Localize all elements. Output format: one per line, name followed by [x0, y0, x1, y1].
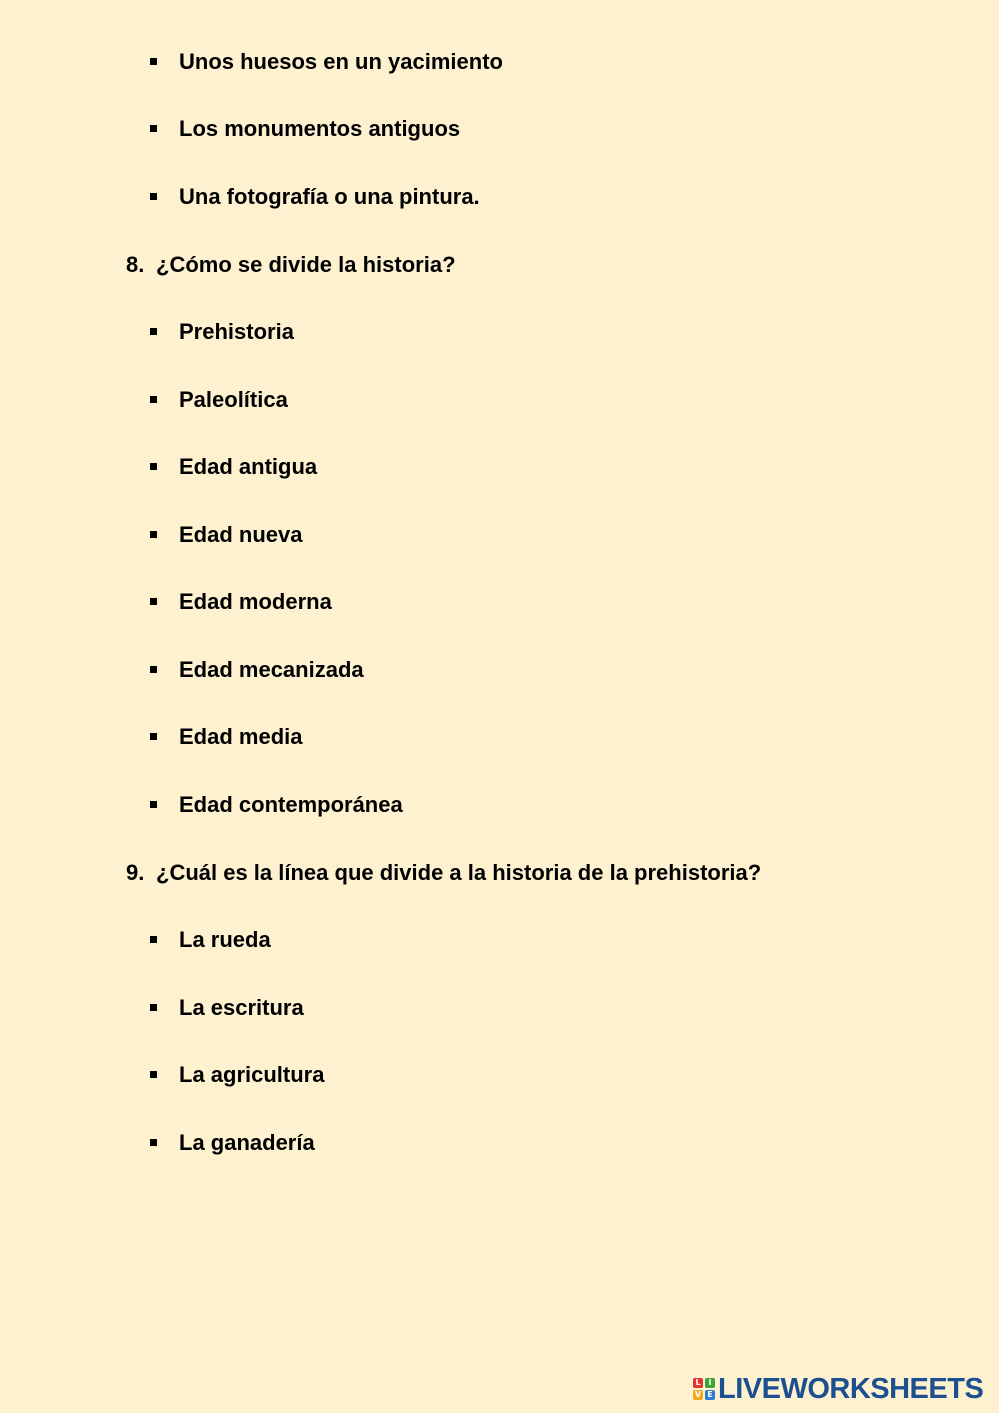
- square-bullet-icon: [150, 125, 157, 132]
- logo-letter-i: I: [705, 1378, 715, 1388]
- question-text: ¿Cómo se divide la historia?: [156, 252, 456, 277]
- liveworksheets-logo: [693, 1373, 983, 1405]
- square-bullet-icon: [150, 1004, 157, 1011]
- square-bullet-icon: [150, 463, 157, 470]
- option-label: Paleolítica: [179, 387, 288, 412]
- option-label: Edad contemporánea: [179, 792, 403, 817]
- square-bullet-icon: [150, 598, 157, 605]
- option-label: Edad antigua: [179, 454, 318, 479]
- question-number: 9.: [126, 860, 145, 885]
- square-bullet-icon: [150, 396, 157, 403]
- square-bullet-icon: [150, 193, 157, 200]
- square-bullet-icon: [150, 936, 157, 943]
- option-label: Una fotografía o una pintura.: [179, 184, 480, 209]
- question-text: ¿Cuál es la línea que divide a la historia de la prehistoria?: [156, 860, 762, 885]
- square-bullet-icon: [150, 801, 157, 808]
- logo-letter-l: L: [693, 1378, 703, 1388]
- square-bullet-icon: [150, 531, 157, 538]
- option-label: Los monumentos antiguos: [179, 116, 461, 141]
- logo-letter-v: V: [694, 1390, 702, 1399]
- liveworksheets-logo-icon: [693, 1378, 715, 1400]
- square-bullet-icon: [150, 1139, 157, 1146]
- logo-text: LIVEWORKSHEETS: [718, 1372, 984, 1405]
- logo-letter-e: E: [705, 1390, 715, 1400]
- square-bullet-icon: [150, 328, 157, 335]
- option-label: Unos huesos en un yacimiento: [179, 49, 503, 74]
- option-label: Edad nueva: [179, 522, 303, 547]
- option-label: Edad media: [179, 724, 303, 749]
- square-bullet-icon: [150, 1071, 157, 1078]
- option-label: La ganadería: [179, 1130, 315, 1155]
- square-bullet-icon: [150, 58, 157, 65]
- option-label: La agricultura: [179, 1062, 325, 1087]
- option-label: Edad mecanizada: [179, 657, 364, 682]
- option-label: Edad moderna: [179, 589, 332, 614]
- square-bullet-icon: [150, 733, 157, 740]
- square-bullet-icon: [150, 666, 157, 673]
- option-label: La rueda: [179, 927, 271, 952]
- option-label: La escritura: [179, 995, 304, 1020]
- option-label: Prehistoria: [179, 319, 294, 344]
- question-number: 8.: [126, 252, 145, 277]
